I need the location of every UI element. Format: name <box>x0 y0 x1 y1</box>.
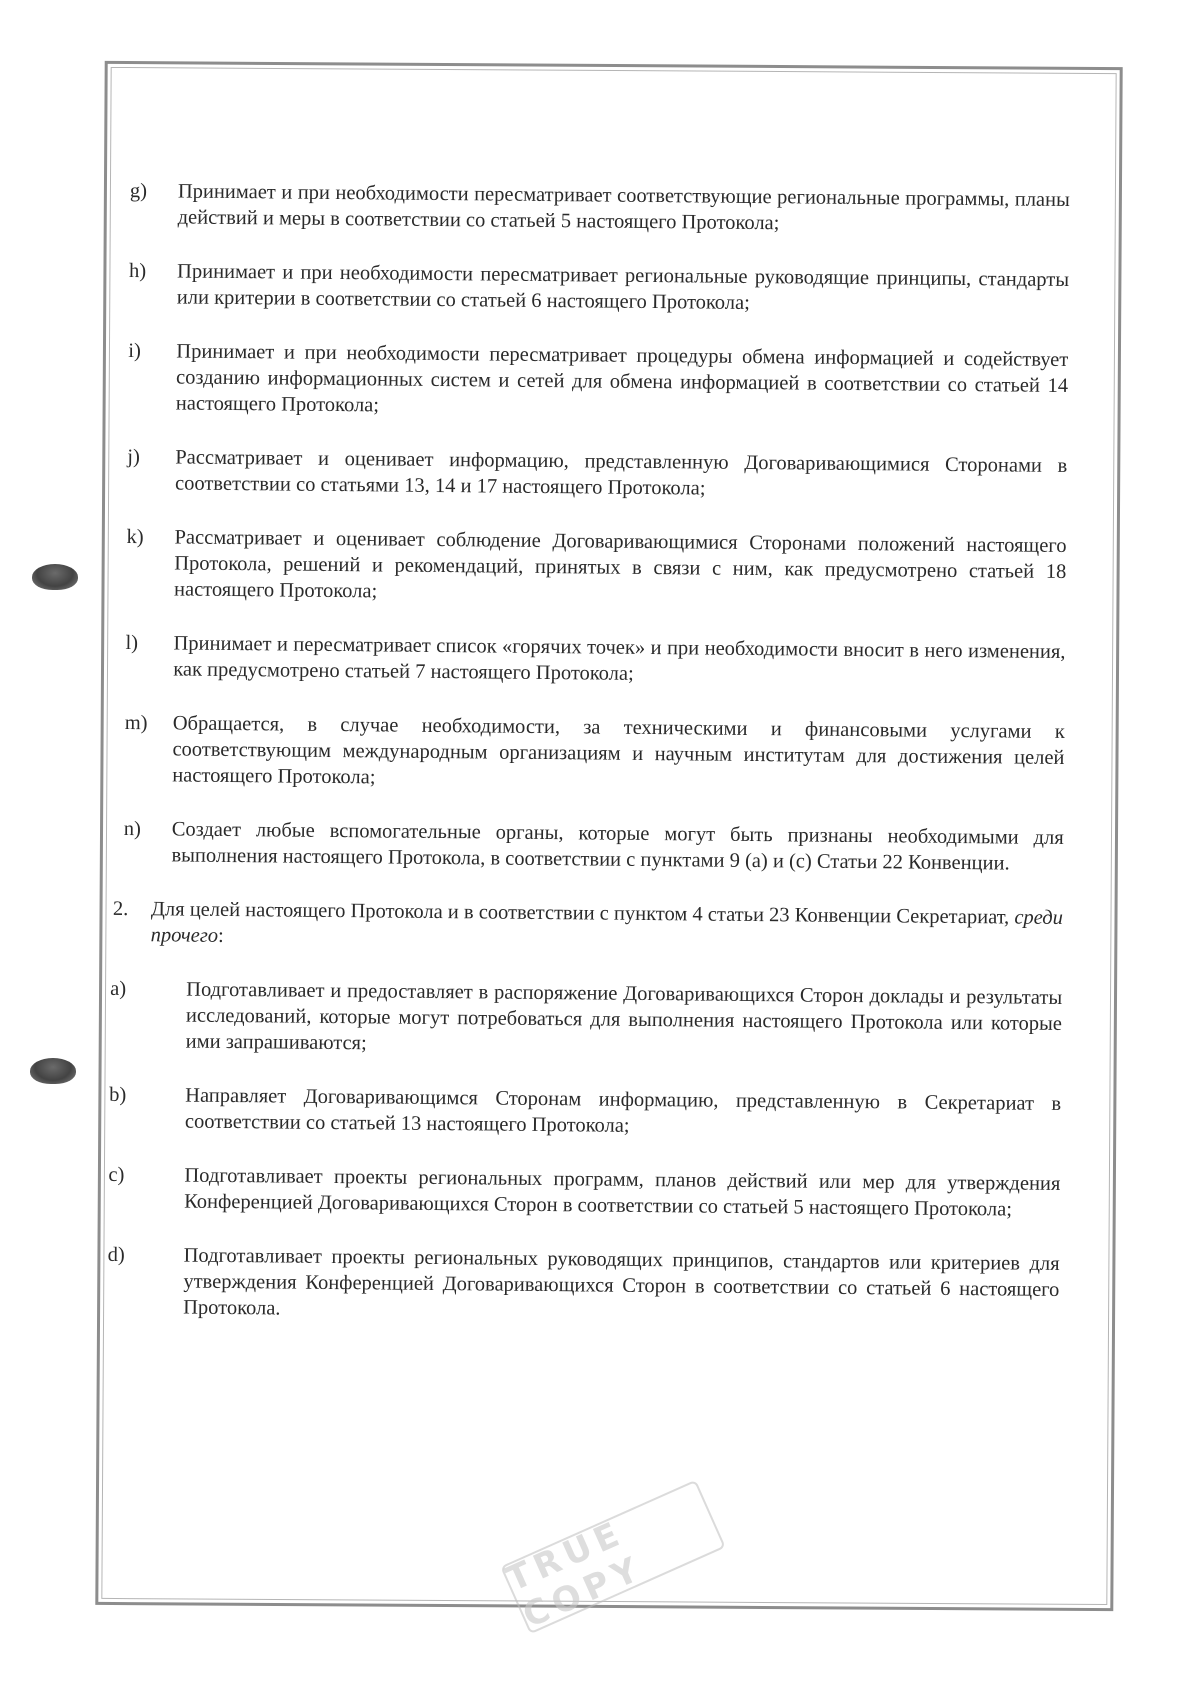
list-item-text: Направляет Договаривающимся Сторонам информацию, представленную в Секретариат в соответствии со статьей 13 настоящего Протокола; <box>184 1084 1062 1137</box>
list-item-marker: g) <box>129 179 148 203</box>
list-item-text: Принимает и при необходимости пересматривает соответствующие региональные программы, планы действий и меры в соответствии со статьей 5 настоящего Протокола; <box>177 180 1070 235</box>
list-item-marker: m) <box>124 711 148 735</box>
list-item-text: Создает любые вспомогательные органы, которые могут быть признаны необходимыми для выполнения настоящего Протокола, в соответствии с пунктами 9 (a) и (c) Статьи 22 Конвенции. <box>171 818 1064 875</box>
list-item-marker: h) <box>129 259 147 283</box>
numbered-paragraph <box>112 896 1064 957</box>
list-item-marker: n) <box>123 817 141 841</box>
list-item-marker: c) <box>108 1163 125 1186</box>
list-item <box>110 976 1063 1063</box>
paragraph-number: 2. <box>112 897 129 921</box>
list-item-text: Подготавливает проекты региональных руководящих принципов, стандартов или критериев для утверждения Конференцией Договаривающихся Сторон в соответствии со статьей 6 настоящего Протокола. <box>183 1244 1060 1320</box>
list-item-marker: a) <box>110 977 127 1000</box>
list-item-marker: l) <box>125 631 139 655</box>
list-item <box>108 1162 1061 1223</box>
list-item-text: Подготавливает и предоставляет в распоряжение Договаривающихся Сторон доклады и результаты исследований, которые могут потребоваться для выполнения настоящего Протокола или которые ими запрашиваются; <box>185 978 1063 1055</box>
list-item-marker: i) <box>128 339 141 363</box>
list-item <box>126 524 1067 611</box>
list-item-marker: d) <box>107 1243 125 1266</box>
punch-hole-top <box>32 564 78 590</box>
list-item-text: Принимает и при необходимости пересматривает процедуры обмена информацией и содействует созданию информационных систем и сетей для обмена информацией в соответствии со статьей 14 настоящего Протокола; <box>175 340 1069 417</box>
list-item-marker: k) <box>126 525 144 549</box>
list-item <box>130 178 1070 239</box>
list-item <box>127 444 1067 505</box>
list-item <box>125 630 1065 691</box>
list-item <box>109 1082 1062 1143</box>
list-item-text: Подготавливает проекты региональных программ, планов действий или мер для утверждения Конференцией Договаривающихся Сторон в соответствии со статьей 5 настоящего Протокола; <box>184 1164 1061 1221</box>
list-item <box>129 258 1069 319</box>
list-item <box>107 1242 1060 1329</box>
list-item-text: Принимает и пересматривает список «горячих точек» и при необходимости вносит в него изменения, как предусмотрено статьей 7 настоящего Протокола; <box>173 632 1066 685</box>
paragraph-text <box>151 896 1063 957</box>
paragraph-text-end: : <box>217 924 224 947</box>
list-item-text: Принимает и при необходимости пересматривает региональные руководящие принципы, стандарты или критерии в соответствии со статьей 6 настоящего Протокола; <box>176 260 1070 314</box>
list-item <box>123 816 1063 877</box>
paragraph-text-main: Для целей настоящего Протокола и в соответствии с пунктом 4 статьи 23 Конвенции Секретариат, <box>150 898 1015 929</box>
stamp-text: TRUE COPY <box>500 1512 650 1637</box>
list-item-text: Рассматривает и оценивает информацию, представленную Договаривающимися Сторонами в соответствии со статьями 13, 14 и 17 настоящего Протокола; <box>174 446 1068 500</box>
list-item-text: Рассматривает и оценивает соблюдение Договаривающимися Сторонами положений настоящего Протокола, решений и рекомендаций, принятых в связи с ним, как предусмотрено статьей 18 настоящего Протокола; <box>173 526 1067 603</box>
list-item <box>128 338 1069 425</box>
list-item-marker: b) <box>109 1083 127 1107</box>
paragraph-text-italic: среди прочего <box>150 906 1064 947</box>
document-body <box>107 178 1070 1357</box>
list-item-marker: j) <box>127 445 140 469</box>
punch-hole-bottom <box>30 1058 76 1084</box>
list-item-text: Обращается, в случае необходимости, за техническими и финансовыми услугами к соответствующим международным организациям и научным институтам для достижения целей настоящего Протокола; <box>172 712 1065 789</box>
list-item <box>124 710 1065 797</box>
